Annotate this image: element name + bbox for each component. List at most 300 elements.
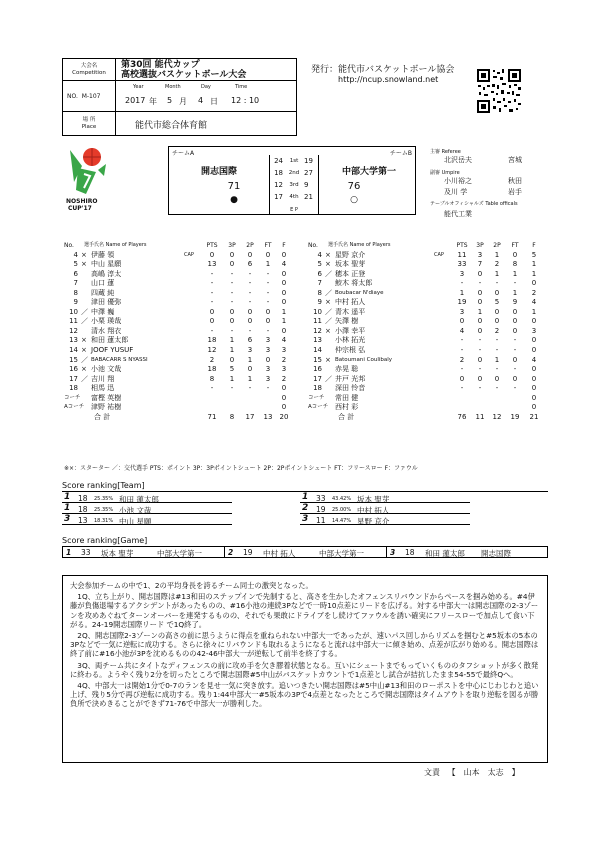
umpire-1-pref: 秋田 [508,177,522,185]
stat-pts: 33 [457,260,467,269]
player-no: 17 [313,374,322,383]
stat-ft: 0 [512,250,518,259]
stat-p3: 1 [229,336,235,345]
team-b-label: チームB [389,150,412,157]
team-a-name: 開志国際 [200,167,237,177]
starter-mark: ／ [81,317,88,326]
rank-name: 和田 蓮太郎 [119,495,159,504]
player-name: 伊藤 領 [91,250,115,259]
ranking-game-item [225,548,387,557]
total-p3: 8 [229,412,235,421]
player-no: 5 [73,260,78,269]
player-no: 12 [313,326,322,335]
stat-ft: 0 [512,317,518,326]
stat-ft: 9 [512,298,518,307]
table-row [308,279,548,289]
rank-number: 2 [302,503,309,513]
col-ft: FT [511,242,519,249]
stat-p2: - [248,326,252,335]
heading-day: Day [201,84,211,90]
player-name: 中山 星願 [91,260,122,269]
tournament-name [121,60,246,80]
stat-p2: 1 [494,355,500,364]
stat-p2: 2 [494,326,500,335]
stat-f: 1 [281,307,287,316]
stat-p3: - [230,298,234,307]
quarter-b-score: 21 [304,193,313,201]
player-no: 15 [313,355,322,364]
team-b-result-mark: ○ [350,195,358,205]
quarter-row [269,157,319,169]
stat-p3: - [230,288,234,297]
stat-f: 1 [531,269,537,278]
author-label: 文責 [424,768,440,777]
team-a-label: チームA [172,150,195,157]
player-no: 6 [73,269,78,278]
team-a-table [64,241,289,422]
player-no: 6 [317,269,322,278]
stat-p2: 0 [494,317,500,326]
player-no: 5 [317,260,322,269]
player-name: 鮫木 将太郎 [335,279,373,288]
table-row [64,403,289,413]
stat-f: 4 [281,260,287,269]
publisher-url[interactable]: http://ncup.snowland.net [338,75,439,84]
player-name: 坂本 聖芽 [335,260,366,269]
stat-p2: - [248,298,252,307]
player-name: 小池 文哉 [91,365,122,374]
table-row [64,298,289,308]
starter-mark: × [81,346,87,355]
player-name: 井戸 光邦 [335,374,366,383]
stat-f: 1 [531,307,537,316]
player-no: 11 [69,317,78,326]
rank-points: 13 [78,516,88,525]
rank-number: 1 [64,503,71,513]
stat-f: 0 [531,374,537,383]
stat-ft: 0 [512,355,518,364]
player-name: 四蔵 純 [91,288,115,297]
ranking-team [62,494,548,530]
stat-p3: 1 [477,307,483,316]
logo-text [66,198,97,212]
referee-row [430,155,560,166]
table-row [308,308,548,318]
team-b-name: 中部大学第一 [341,167,396,177]
rank-name: 坂本 聖芽 [101,549,134,558]
stat-p3: 0 [229,317,235,326]
game-info-box [62,58,297,136]
stat-ft: 0 [512,307,518,316]
score-box [168,146,416,215]
table-row [308,251,548,261]
table-row [64,365,289,375]
rank-points: 11 [316,516,326,525]
stat-f: 0 [531,384,537,393]
team-a-score: 71 [227,181,241,192]
author-name: 【 山本 太志 】 [447,768,520,777]
starter-mark: ／ [81,355,88,364]
place-label-en: Place [81,124,97,130]
stat-pts: 2 [209,355,215,364]
col-no: No. [308,242,318,249]
player-name: 常田 健 [335,393,359,402]
stat-ft: - [266,326,270,335]
stat-p2: 1 [247,374,253,383]
player-name: 矢澤 樹 [335,317,359,326]
table-row [308,394,548,404]
quarter-row [269,169,319,181]
starter-mark: × [81,250,87,259]
stat-ft: 3 [265,346,271,355]
stat-p3: - [230,326,234,335]
team-b-table [308,241,548,422]
umpire-label: 副審 Umpire [430,170,460,176]
report-paragraph: 3Q、両チーム共にタイトなディフェンスの前に攻め手を欠き膠着状態となる。互いにシュートまでもっていくもののタフショットが多く散発に終わる。ようやく残り2分を切ったところで開志国際#5中山がバスケットカウントで1点差とし試合が拮抗したまま54-55で最終Qへ。 [70,660,539,679]
stat-p3: - [478,365,482,374]
rank-points: 18 [405,548,415,557]
ranking-team-item [62,516,232,525]
total-row [308,413,548,423]
total-p3: 11 [475,412,485,421]
team-a-result-mark: ● [230,195,238,205]
table-row [64,279,289,289]
stat-p3: - [478,279,482,288]
table-row [308,289,548,299]
table-row [308,384,548,394]
stat-p2: 6 [247,336,253,345]
rank-number: 3 [390,548,396,557]
stat-p3: - [230,279,234,288]
player-name: 津田 優弥 [91,298,122,307]
player-no: 7 [317,279,322,288]
report-paragraph: 4Q、中部大一は開始1分で0-7のランを見せ一気に突き放す。追いつきたい開志国際は#5中山#13和田のローポストを中心にじわじわと追い上げ、残り5分で再び逆転に成功する。残り1:44中部大一#5坂本の3Pで4点差となったところで開志国際はタイムアウトを取り逆転を図るが勝負所で決めきることができず71-76で中部大一が勝利した。 [70,681,539,709]
stat-ft: - [266,269,270,278]
stat-p2: 0 [494,307,500,316]
stat-f: 2 [281,374,287,383]
table-row [64,260,289,270]
legend: ※×：スターター ／：交代選手 PTS：ポイント 3P：3Pポイントシュート 2P：2Pポイントシュート FT：フリースロー F：ファウル [64,465,418,472]
player-name: JOOF YUSUF [91,346,134,355]
stat-pts: - [460,279,464,288]
player-name: 青木 遥平 [335,307,366,316]
stat-p2: 1 [247,355,253,364]
stat-f: 0 [281,250,287,259]
stat-f: 4 [531,298,537,307]
quarter-a-score: 17 [274,193,283,201]
total-row [64,413,289,423]
rank-points: 18 [78,505,88,514]
table-row [308,403,548,413]
col-p2: 2P [493,242,501,249]
quarter-a-score: 12 [274,181,283,189]
stat-p3: 3 [477,250,483,259]
stat-p2: - [495,346,499,355]
player-name: 中村 拓人 [335,298,366,307]
rank-percent: 25.00% [332,507,352,513]
player-no: 12 [69,326,78,335]
table-row [64,317,289,327]
stat-f: 2 [531,288,537,297]
table-row [64,375,289,385]
publisher-name: 発行：能代市バスケットボール協会 [311,65,455,75]
rank-team: 中部大学第一 [319,549,364,558]
player-no: 7 [73,279,78,288]
stat-p3: - [230,384,234,393]
stat-p3: 0 [229,355,235,364]
stat-p3: 0 [477,288,483,297]
stat-p3: 5 [229,365,235,374]
place-label [63,112,116,136]
rank-points: 19 [316,505,326,514]
stat-p2: 1 [494,250,500,259]
player-no: 10 [313,307,322,316]
starter-mark: ／ [325,307,332,316]
no-field [63,81,116,111]
stat-p2: 5 [494,298,500,307]
stat-ft: - [513,279,517,288]
stat-p2: 0 [494,374,500,383]
player-no: Aコーチ [308,404,329,411]
stat-p3: 0 [229,250,235,259]
no-label: NO. [67,92,78,100]
stat-p2: 2 [494,260,500,269]
stat-pts: 19 [457,298,467,307]
team-b-score: 76 [347,181,361,192]
heading-year: Year [133,84,144,90]
starter-mark: × [325,260,331,269]
quarter-row [269,181,319,193]
stat-f: 3 [531,326,537,335]
stat-f: 0 [531,365,537,374]
stat-ft: 0 [512,374,518,383]
player-no: 16 [69,365,78,374]
rank-name: 小池 文哉 [119,506,152,515]
stat-pts: - [460,336,464,345]
stat-p2: 3 [247,346,253,355]
stat-p2: 0 [247,317,253,326]
referee-label: 主審 Referee [430,149,461,155]
stat-p3: 0 [477,355,483,364]
stat-f: 3 [281,365,287,374]
stat-ft: - [513,365,517,374]
stat-pts: - [210,384,214,393]
ranking-team-title: Score ranking[Team] [62,481,145,490]
stat-pts: - [210,269,214,278]
stat-ft: 3 [265,336,271,345]
heading-time: Time [235,84,248,90]
total-p2: 17 [245,412,255,421]
stat-ft: - [266,384,270,393]
col-ft: FT [264,242,272,249]
player-name: 小澤 幸平 [335,326,366,335]
stat-f: 0 [281,393,287,402]
game-report [62,575,548,763]
report-paragraph: 1Q、立ち上がり、開志国際は#13和田のステップインで先制すると、高さを生かしたオフェンスリバウンドからペースを掴み始める。#4伊藤が負傷退場するアクシデントがあったものの、#16小池の連続3Pなどで一時10点差にリードを広げる。対する中部大一は開志国際の2-3ゾーンを攻めあぐねてターンオーバーを連発するものの、それでも果敢にドライブをし続けてファウルを誘い確実にフリースローで加点して食い下がる。24-19開志国際リード で1Q終了。 [70,592,539,629]
stat-pts: - [210,326,214,335]
stat-p3: 0 [477,298,483,307]
total-label: 合 計 [94,412,111,421]
total-f: 21 [529,412,539,421]
date-year-unit: 年 [149,97,157,106]
player-no: Aコーチ [64,404,85,411]
stat-p2: 0 [247,307,253,316]
stat-f: 4 [531,355,537,364]
stat-pts: 0 [209,307,215,316]
ranking-team-item [300,516,470,525]
stat-p3: 1 [229,346,235,355]
referee-name: 北沢岳夫 [444,156,472,164]
ranking-team-item [300,505,470,514]
stat-f: 0 [281,269,287,278]
table-row [308,346,548,356]
tournament-line1: 第30回 能代カップ [121,60,200,70]
stat-f: 0 [281,326,287,335]
stat-pts: 2 [459,355,465,364]
rank-number: 1 [64,492,71,502]
starter-mark: ／ [325,269,332,278]
quarter-row [269,193,319,205]
player-no: 9 [73,298,78,307]
table-row [64,356,289,366]
stat-f: 0 [281,298,287,307]
stat-pts: 1 [459,288,465,297]
logo-line1: NOSHIRO [66,198,98,205]
stat-pts: 3 [459,269,465,278]
quarter-label: 4th [289,194,299,200]
date-day-unit: 日 [210,97,218,106]
date-day: 4 [198,96,204,105]
stat-p3: 0 [229,307,235,316]
table-row [64,346,289,356]
stat-p2: 6 [247,260,253,269]
stat-f: 0 [531,346,537,355]
starter-mark: ／ [325,317,332,326]
noshiro-cup-logo-icon [64,146,110,198]
player-name: 清水 翔衣 [91,326,122,335]
stat-f: 1 [531,260,537,269]
player-name: Batoumani Coulibaly [335,356,393,363]
starter-mark: ／ [325,374,332,383]
quarter-label: 3rd [289,182,299,188]
total-p2: 12 [492,412,502,421]
umpire-row-2 [430,187,560,198]
ranking-game [62,546,548,558]
rank-percent: 14.47% [332,518,352,524]
col-name: 選手氏名 Name of Players [84,242,147,248]
player-no: 14 [69,346,78,355]
stat-pts: - [460,365,464,374]
stat-f: 2 [281,355,287,364]
player-no: 9 [317,298,322,307]
stat-f: 0 [281,288,287,297]
stat-pts: 18 [207,336,217,345]
umpire-2-pref: 岩手 [508,188,522,196]
logo-line2: CUP'17 [68,205,92,212]
starter-mark: × [81,365,87,374]
stat-p2: - [248,384,252,393]
stat-p2: - [495,336,499,345]
extra-period-label: E P [290,207,298,213]
stat-p3: 0 [477,326,483,335]
ranking-game-title: Score ranking[Game] [62,536,148,545]
tournament-label-ja: 大会名 [80,62,98,69]
stat-p2: - [248,279,252,288]
player-no: 16 [313,365,322,374]
table-row [64,308,289,318]
stat-f: 0 [531,403,537,412]
quarter-b-score: 27 [304,169,313,177]
stat-ft: - [513,336,517,345]
player-name: 星野 京介 [335,250,366,259]
referee-pref: 宮城 [508,156,522,164]
player-name: 津野 祐樹 [91,403,122,412]
ranking-game-item [387,548,549,557]
stat-p2: - [495,279,499,288]
player-name: 深田 怜音 [335,384,366,393]
report-author [424,767,520,778]
stat-p2: - [495,384,499,393]
stat-f: 0 [531,336,537,345]
stat-ft: - [513,346,517,355]
player-no: コーチ [308,394,325,401]
table-row [308,375,548,385]
player-name: 穂本 正登 [335,269,366,278]
table-row [308,336,548,346]
player-no: コーチ [64,394,81,401]
stat-pts: 13 [207,260,217,269]
place-label-ja: 場 所 [82,117,96,123]
stat-p2: 0 [247,365,253,374]
rank-team: 開志国際 [481,549,511,558]
table-row [308,260,548,270]
stat-ft: 0 [265,355,271,364]
stat-f: 0 [281,403,287,412]
ranking-team-item [300,494,470,503]
stat-pts: - [460,346,464,355]
player-name: 吉川 翔 [91,374,115,383]
col-f: F [282,242,286,249]
captain-mark: CAP [434,251,444,258]
starter-mark: ／ [81,374,88,383]
date-time: 12 : 10 [231,96,260,105]
player-name: 富樫 英樹 [91,393,122,402]
tournament-line2: 高校選抜バスケットボール大会 [121,70,247,80]
player-no: 18 [313,384,322,393]
col-p3: 3P [476,242,484,249]
stat-ft: 1 [265,260,271,269]
stat-ft: 1 [512,269,518,278]
table-row [308,317,548,327]
qr-code-icon [476,68,522,114]
stat-p3: - [478,384,482,393]
rank-number: 3 [302,514,309,524]
stat-f: 4 [281,336,287,345]
stat-pts: 18 [207,365,217,374]
player-name: 和田 蓮太郎 [91,336,129,345]
stat-f: 0 [531,393,537,402]
rank-number: 3 [64,514,71,524]
stat-ft: 0 [265,307,271,316]
table-row [308,270,548,280]
player-no: 13 [313,336,322,345]
stat-p3: 0 [477,317,483,326]
col-p3: 3P [228,242,236,249]
total-pts: 76 [457,412,467,421]
stat-p3: 0 [477,269,483,278]
place-row [63,112,296,136]
table-row [64,336,289,346]
